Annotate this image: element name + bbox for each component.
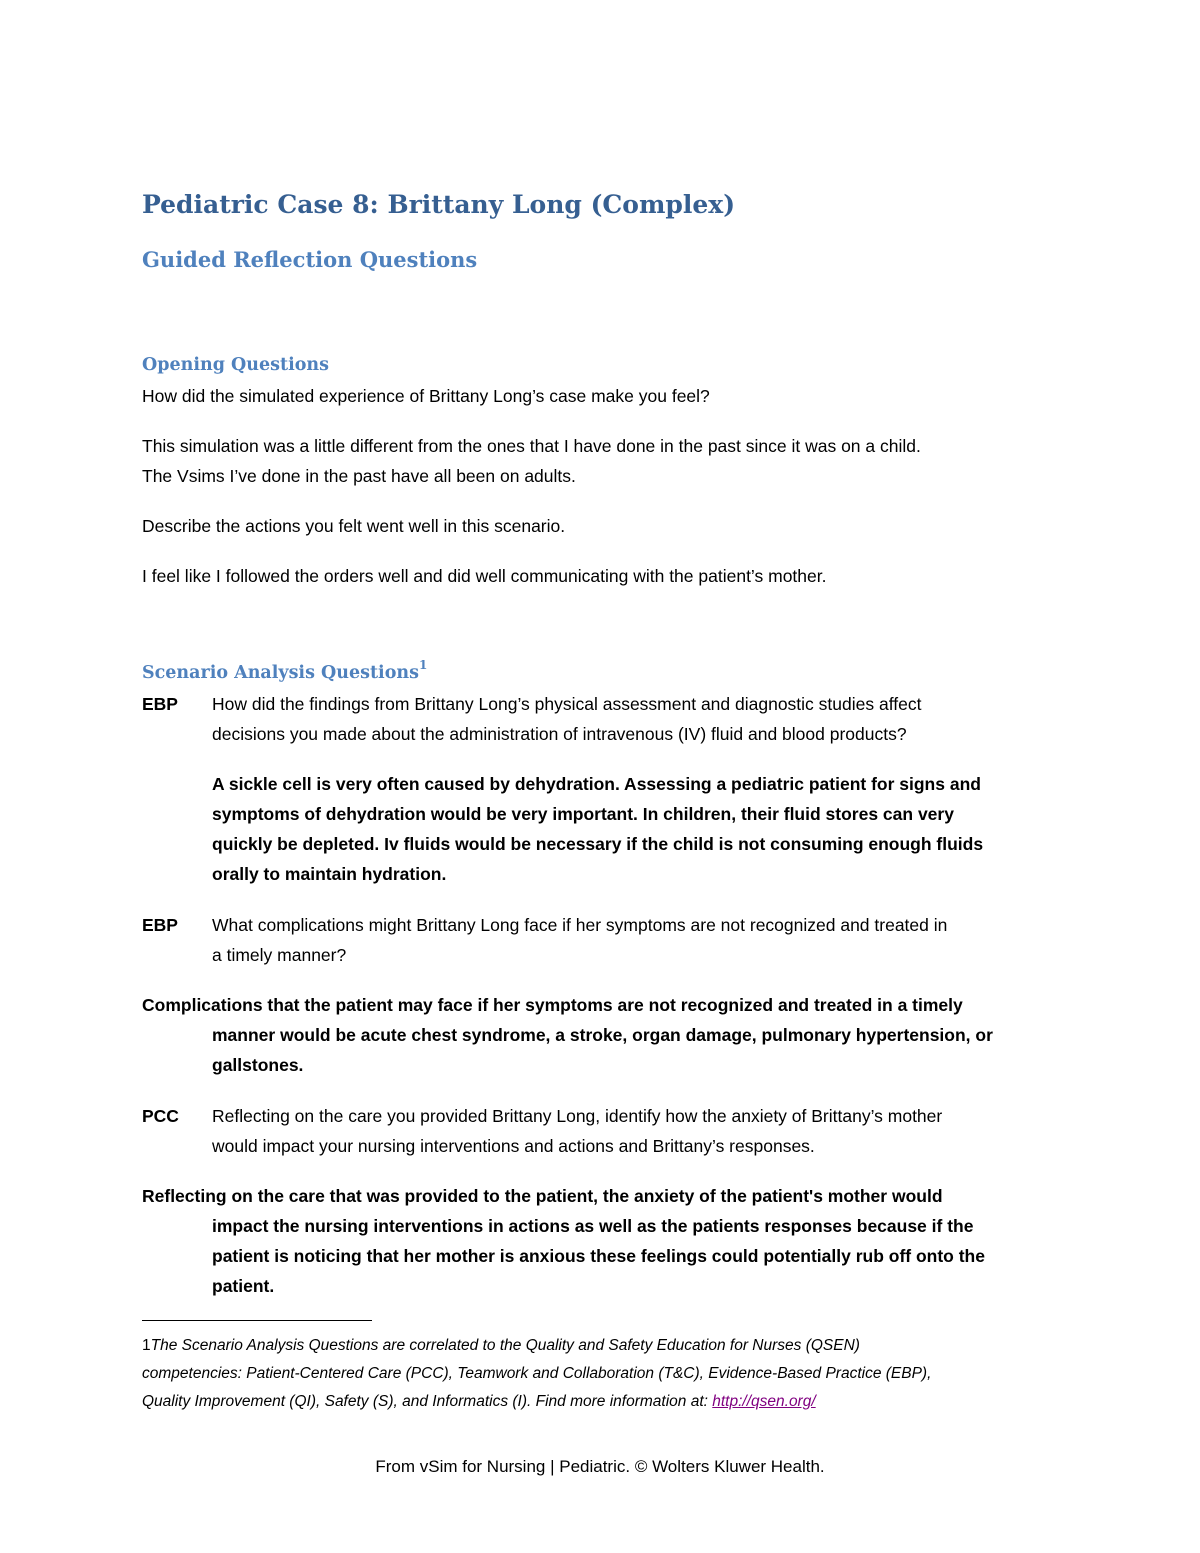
question-tag-ebp: EBP [142, 694, 178, 714]
scenario-question-1-text [212, 689, 1072, 749]
footnote [142, 1332, 1042, 1416]
footnote-line-3 [142, 1388, 1042, 1416]
scenario-answer-1 [142, 769, 1072, 889]
scenario-question-3-text [212, 1101, 1072, 1161]
scenario-analysis-heading-text: Scenario Analysis Questions [142, 662, 419, 683]
scenario-answer-1-line-1: A sickle cell is very often caused by dehydration. Assessing a pediatric patient for signs and [212, 774, 981, 794]
scenario-analysis-heading [142, 660, 427, 683]
scenario-answer-3-line-3: patient is noticing that her mother is anxious these feelings could potentially rub off onto the [212, 1246, 985, 1266]
footnote-reference: 1 [418, 658, 428, 672]
scenario-question-3 [142, 1101, 1072, 1161]
scenario-question-2-text [212, 910, 1072, 970]
footnote-line-3-text: Quality Improvement (QI), Safety (S), and Informatics (I). Find more information at: [142, 1393, 713, 1410]
scenario-answer-1-line-4: orally to maintain hydration. [212, 864, 447, 884]
scenario-answer-2-line-2: manner would be acute chest syndrome, a stroke, organ damage, pulmonary hypertension, or [212, 1025, 993, 1045]
opening-answer-1-line-1: This simulation was a little different from the ones that I have done in the past since it was on a child. [142, 436, 921, 456]
scenario-answer-1-line-2: symptoms of dehydration would be very important. In children, their fluid stores can very [212, 804, 954, 824]
scenario-question-3-line-2: would impact your nursing interventions and actions and Brittany’s responses. [212, 1136, 815, 1156]
opening-answer-2 [142, 561, 1062, 591]
scenario-answer-3-line-4: patient. [212, 1276, 275, 1296]
opening-questions-heading: Opening Questions [142, 355, 329, 375]
footnote-line-2: competencies: Patient-Centered Care (PCC), Teamwork and Collaboration (T&C), Evidence-Based Practice (EBP), [142, 1365, 932, 1382]
scenario-answer-1-text [212, 769, 1072, 889]
scenario-question-2-line-1: What complications might Brittany Long face if her symptoms are not recognized and treated in [212, 915, 948, 935]
opening-answer-1-line-2: The Vsims I’ve done in the past have all been on adults. [142, 466, 576, 486]
question-tag-ebp: EBP [142, 915, 178, 935]
question-tag-pcc: PCC [142, 1106, 179, 1126]
scenario-question-1-line-1: How did the findings from Brittany Long’s physical assessment and diagnostic studies affect [212, 694, 922, 714]
scenario-answer-2-line-3: gallstones. [212, 1055, 304, 1075]
footnote-line-1-text: The Scenario Analysis Questions are correlated to the Quality and Safety Education for Nurses (QSEN) [150, 1337, 860, 1354]
scenario-answer-3 [142, 1181, 985, 1301]
footnote-line-1 [142, 1332, 1042, 1360]
page-footer: From vSim for Nursing | Pediatric. © Wolters Kluwer Health. [375, 1457, 825, 1476]
scenario-answer-3-line-1: Reflecting on the care that was provided to the patient, the anxiety of the patient's mother would [142, 1186, 943, 1206]
opening-question-1-text: How did the simulated experience of Brittany Long’s case make you feel? [142, 386, 710, 406]
scenario-question-2-line-2: a timely manner? [212, 945, 347, 965]
opening-question-2-text: Describe the actions you felt went well in this scenario. [142, 516, 566, 536]
opening-question-2 [142, 511, 1062, 541]
opening-answer-2-text: I feel like I followed the orders well and did well communicating with the patient’s mother. [142, 566, 827, 586]
scenario-question-2 [142, 910, 1072, 970]
scenario-answer-3-line-2: impact the nursing interventions in actions as well as the patients responses because if the [212, 1216, 974, 1236]
qsen-link[interactable]: http://qsen.org/ [712, 1393, 816, 1410]
scenario-question-3-line-1: Reflecting on the care you provided Brittany Long, identify how the anxiety of Brittany’s mother [212, 1106, 943, 1126]
opening-question-1 [142, 381, 1062, 411]
opening-answer-1 [142, 431, 1062, 491]
footnote-number: 1 [142, 1337, 151, 1354]
scenario-answer-1-line-3: quickly be depleted. Iv fluids would be necessary if the child is not consuming enough fluids [212, 834, 984, 854]
scenario-question-1-line-2: decisions you made about the administration of intravenous (IV) fluid and blood products? [212, 724, 907, 744]
document-title: Pediatric Case 8: Brittany Long (Complex) [142, 190, 736, 219]
scenario-answer-2 [142, 990, 993, 1080]
scenario-answer-2-line-1: Complications that the patient may face if her symptoms are not recognized and treated in a timely [142, 995, 963, 1015]
footnote-separator [142, 1320, 372, 1321]
document-subtitle: Guided Reflection Questions [142, 247, 478, 272]
scenario-question-1 [142, 689, 1072, 749]
